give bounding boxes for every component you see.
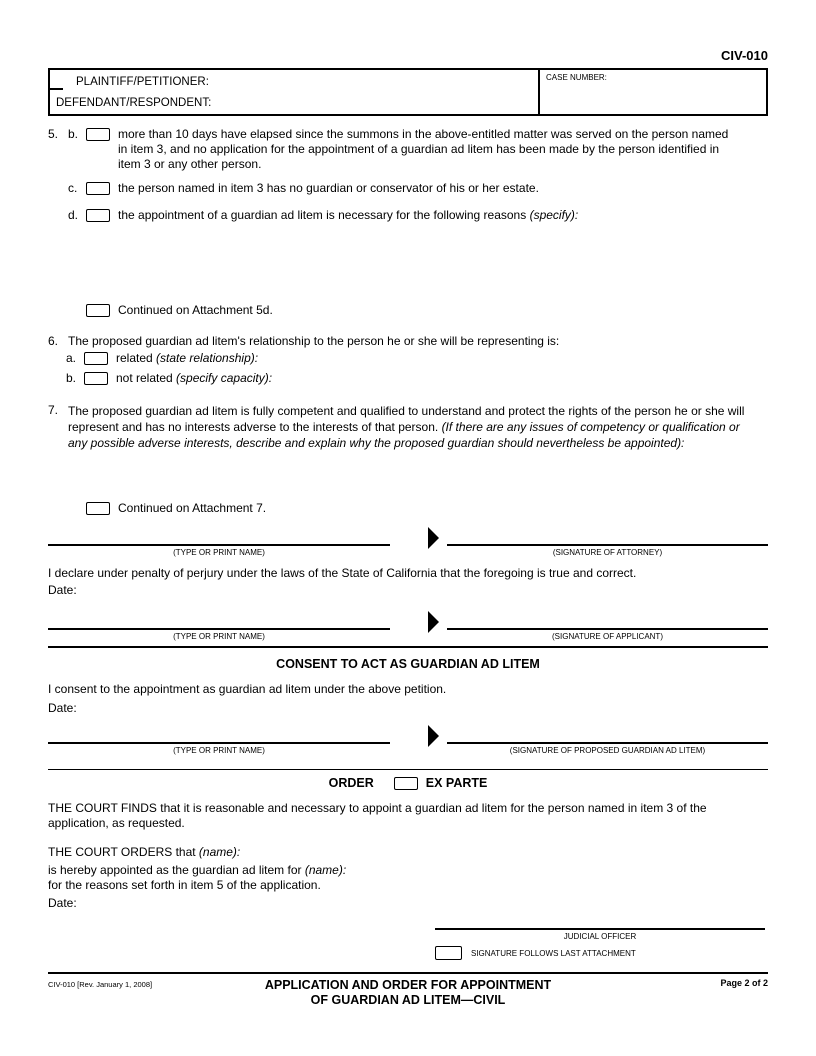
appointed-name-placeholder: (name): xyxy=(304,863,347,877)
signature-of-applicant-label: (SIGNATURE OF APPLICANT) xyxy=(552,632,663,641)
item-6a xyxy=(48,351,768,366)
item-6b xyxy=(48,371,768,386)
defendant-label: DEFENDANT/RESPONDENT: xyxy=(56,97,212,109)
continued-7 xyxy=(48,501,768,516)
checkbox-ex-parte[interactable] xyxy=(394,777,418,790)
date-label-order: Date: xyxy=(48,896,77,910)
item-5d-letter: d. xyxy=(68,208,79,222)
signature-follows-row xyxy=(435,946,765,960)
order-heading-row xyxy=(48,776,768,790)
checkbox-5b[interactable] xyxy=(86,128,110,141)
plaintiff-label: PLAINTIFF/PETITIONER: xyxy=(76,76,209,88)
court-orders-line xyxy=(48,845,768,860)
court-finds-line2: application, as requested. xyxy=(48,816,185,830)
footer-form-number: CIV-010 [Rev. January 1, 2008] xyxy=(48,980,153,989)
checkbox-signature-follows[interactable] xyxy=(435,946,462,960)
date-label-consent: Date: xyxy=(48,701,77,715)
item-7-line2 xyxy=(68,419,768,435)
item-5d-text xyxy=(118,208,768,223)
court-orders-name-placeholder: (name): xyxy=(198,845,241,859)
footer-page-number: Page 2 of 2 xyxy=(720,978,768,988)
case-number-label: CASE NUMBER: xyxy=(546,73,607,82)
item-5b-text xyxy=(118,127,768,172)
name-field-attorney[interactable] xyxy=(48,518,390,557)
continued-7-text: Continued on Attachment 7. xyxy=(118,501,267,515)
item-6b-text-italic: (specify capacity): xyxy=(176,371,273,385)
continued-5d-text: Continued on Attachment 5d. xyxy=(118,303,273,317)
item-5-number: 5. xyxy=(48,127,59,141)
signature-pointer xyxy=(390,602,447,641)
item-5b-line2: in item 3, and no application for the appointment of a guardian ad litem has been made by the person identified in xyxy=(118,142,720,156)
signature-line[interactable] xyxy=(48,518,390,546)
checkbox-continued-7[interactable] xyxy=(86,502,110,515)
signature-block-applicant xyxy=(48,602,768,641)
item-7-line2-italic: (If there are any issues of competency or qualification or xyxy=(441,420,740,434)
item-7-text xyxy=(68,403,768,451)
signature-line[interactable] xyxy=(48,602,390,630)
ex-parte-label: EX PARTE xyxy=(425,776,488,790)
court-finds-line1: THE COURT FINDS that it is reasonable and necessary to appoint a guardian ad litem for the person named in item 3 of the xyxy=(48,801,707,815)
signature-line[interactable] xyxy=(447,716,768,744)
item-6a-text-normal: related xyxy=(116,351,157,365)
name-field-guardian[interactable] xyxy=(48,716,390,755)
consent-heading: CONSENT TO ACT AS GUARDIAN AD LITEM xyxy=(276,657,540,671)
item-7 xyxy=(48,403,768,451)
signature-pointer xyxy=(390,518,447,557)
signature-follows-label: SIGNATURE FOLLOWS LAST ATTACHMENT xyxy=(471,948,636,958)
item-5b xyxy=(48,127,768,172)
type-or-print-name-label: (TYPE OR PRINT NAME) xyxy=(173,548,265,557)
section-divider xyxy=(48,769,768,770)
checkbox-6b[interactable] xyxy=(84,372,108,385)
signature-field-applicant[interactable] xyxy=(447,602,768,641)
signature-line[interactable] xyxy=(447,602,768,630)
item-5c xyxy=(48,181,768,196)
type-or-print-name-label: (TYPE OR PRINT NAME) xyxy=(173,632,265,641)
signature-pointer xyxy=(390,716,447,755)
item-6a-text-italic: (state relationship): xyxy=(156,351,259,365)
judicial-officer-block xyxy=(435,928,765,960)
item-6a-text xyxy=(116,351,768,366)
item-5d xyxy=(48,208,768,223)
checkbox-6a[interactable] xyxy=(84,352,108,365)
date-label-declaration: Date: xyxy=(48,583,77,597)
perjury-declaration: I declare under penalty of perjury under the laws of the State of California that the foregoing is true and correct. xyxy=(48,566,637,580)
short-title-rule xyxy=(50,88,63,90)
item-5c-text: the person named in item 3 has no guardian or conservator of his or her estate. xyxy=(118,181,539,195)
arrow-icon xyxy=(428,611,439,633)
item-5b-line1: more than 10 days have elapsed since the summons in the above-entitled matter was served on the person named xyxy=(118,127,729,141)
footer-title-line1: APPLICATION AND ORDER FOR APPOINTMENT xyxy=(264,978,552,992)
item-5b-line3: item 3 or any other person. xyxy=(118,157,262,171)
arrow-icon xyxy=(428,725,439,747)
case-number-box[interactable] xyxy=(538,70,766,114)
appointed-text: is hereby appointed as the guardian ad litem for xyxy=(48,863,305,877)
item-5c-letter: c. xyxy=(68,181,78,195)
signature-block-attorney xyxy=(48,518,768,557)
consent-text: I consent to the appointment as guardian ad litem under the above petition. xyxy=(48,682,447,696)
order-heading: ORDER xyxy=(328,776,374,790)
item-7-line1: The proposed guardian ad litem is fully competent and qualified to understand and protect the rights of the person he or she will xyxy=(68,404,745,418)
signature-field-attorney[interactable] xyxy=(447,518,768,557)
checkbox-continued-5d[interactable] xyxy=(86,304,110,317)
signature-of-proposed-guardian-label: (SIGNATURE OF PROPOSED GUARDIAN AD LITEM) xyxy=(509,746,706,755)
item-5d-text-italic: (specify): xyxy=(529,208,579,222)
section-divider xyxy=(48,646,768,648)
checkbox-5d[interactable] xyxy=(86,209,110,222)
judicial-officer-label: JUDICIAL OFFICER xyxy=(563,932,637,941)
item-5d-text-normal: the appointment of a guardian ad litem is necessary for the following reasons xyxy=(118,208,530,222)
form-number: CIV-010 xyxy=(721,48,768,63)
footer-title-line2: OF GUARDIAN AD LITEM—CIVIL xyxy=(310,993,506,1007)
signature-line[interactable] xyxy=(447,518,768,546)
signature-block-guardian xyxy=(48,716,768,755)
checkbox-5c[interactable] xyxy=(86,182,110,195)
item-5b-letter: b. xyxy=(68,127,79,141)
item-6b-text-normal: not related xyxy=(116,371,177,385)
name-field-applicant[interactable] xyxy=(48,602,390,641)
court-orders-text: THE COURT ORDERS that xyxy=(48,845,199,859)
court-finds-paragraph xyxy=(48,801,768,831)
signature-field-guardian[interactable] xyxy=(447,716,768,755)
page-footer xyxy=(48,972,768,1008)
appointed-line xyxy=(48,863,768,878)
item-6b-letter: b. xyxy=(66,371,77,385)
item-6a-letter: a. xyxy=(66,351,77,365)
item-6-number: 6. xyxy=(48,334,59,348)
item-6-text: The proposed guardian ad litem's relationship to the person he or she will be representing is: xyxy=(68,334,560,348)
reasons-line: for the reasons set forth in item 5 of the application. xyxy=(48,878,321,892)
item-7-line3: any possible adverse interests, describe and explain why the proposed guardian should nevertheless be appointed): xyxy=(68,436,685,450)
item-6b-text xyxy=(116,371,768,386)
caption-box xyxy=(48,68,768,116)
continued-5d xyxy=(48,303,768,318)
item-7-number: 7. xyxy=(48,403,59,417)
signature-line[interactable] xyxy=(48,716,390,744)
signature-of-attorney-label: (SIGNATURE OF ATTORNEY) xyxy=(552,548,663,557)
arrow-icon xyxy=(428,527,439,549)
item-6 xyxy=(48,334,768,349)
footer-form-title xyxy=(48,978,768,1008)
item-7-line2-normal: represent and has no interests adverse to the interests of that person. xyxy=(68,420,442,434)
caption-parties xyxy=(50,70,538,114)
type-or-print-name-label: (TYPE OR PRINT NAME) xyxy=(173,746,265,755)
